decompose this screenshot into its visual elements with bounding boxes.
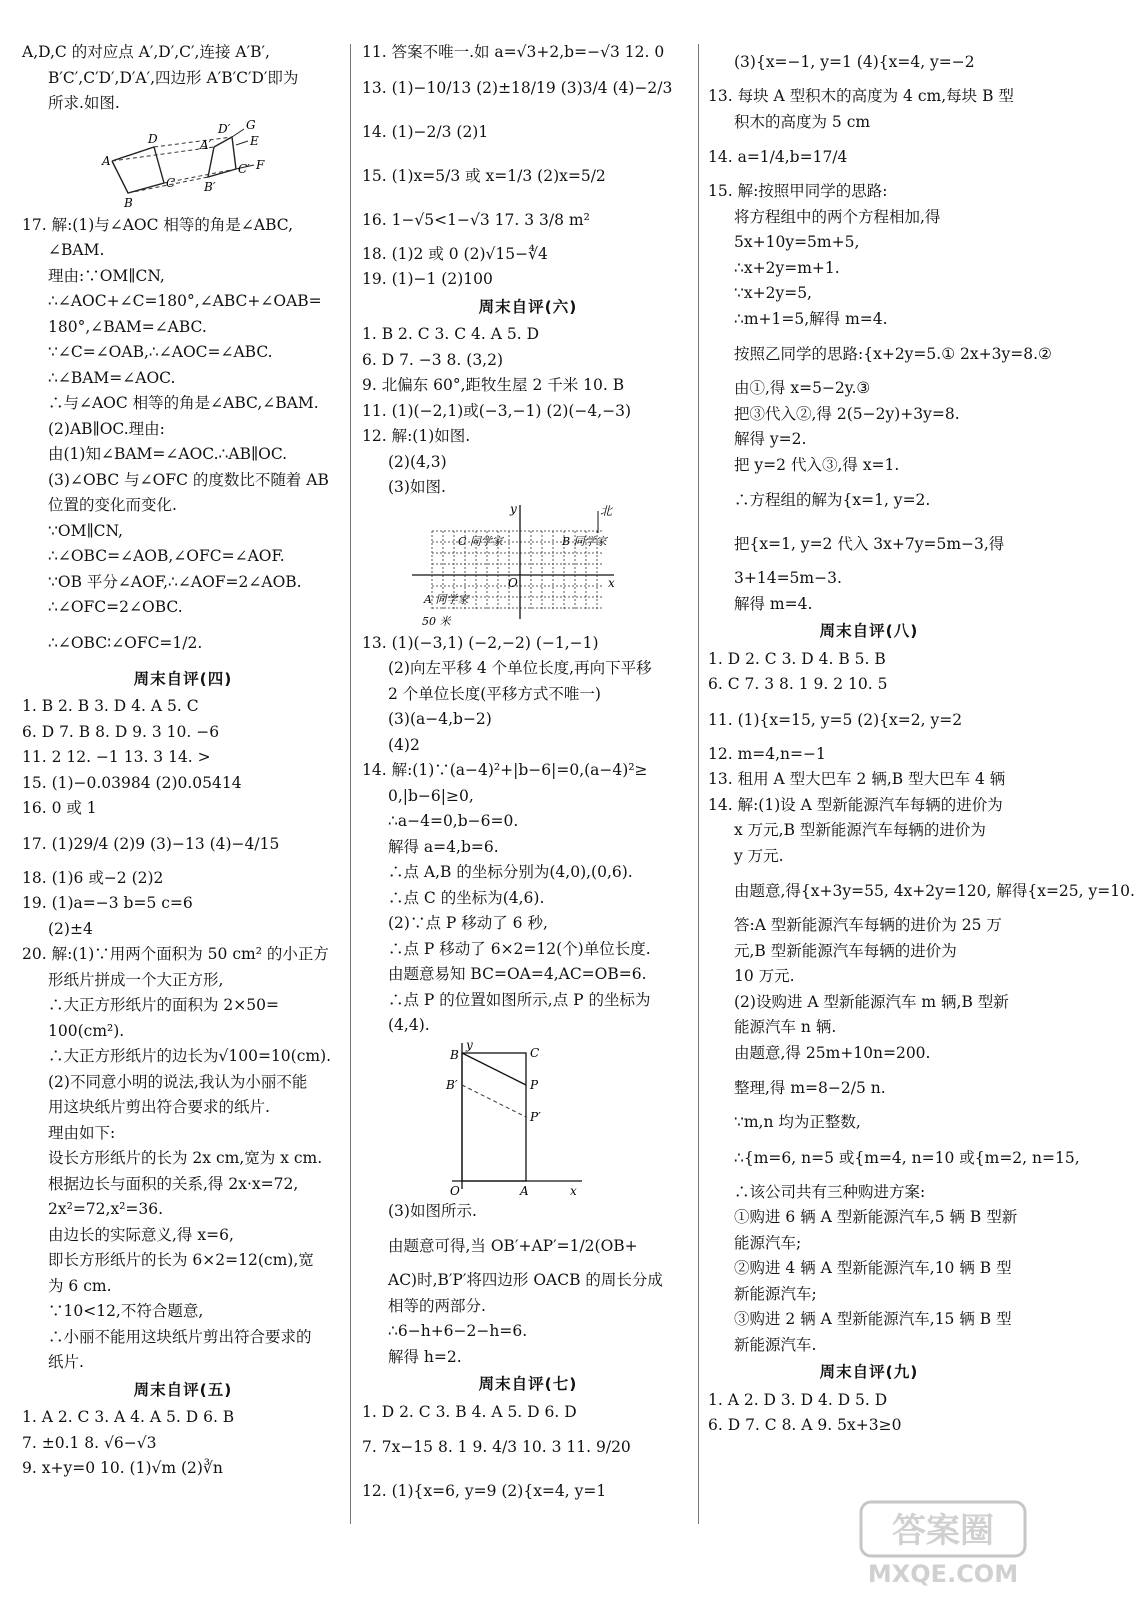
text-line: 12. 解:(1)如图. [362,427,471,445]
text-line: ∠BAM. [48,241,105,259]
text-line: 9. x+y=0 10. (1)√m (2)∛n [22,1459,223,1477]
text-line: 17. (1)29/4 (2)9 (3)−13 (4)−4/15 [22,834,280,853]
text-line: ∵∠C=∠OAB,∴∠AOC=∠ABC. [48,343,273,361]
rectangle-figure [442,1039,694,1199]
text-line: 由题意易知 BC=OA=4,AC=OB=6. [388,965,647,983]
figure-label: P [530,1077,539,1092]
column-right [708,40,1135,1439]
figure-label: O [508,575,518,590]
text-line: 6. D 7. B 8. D 9. 3 10. −6 [22,722,220,741]
figure-label: C 同学家 [458,534,503,548]
text-line: ∴6−h+6−2−h=6. [388,1322,528,1340]
figure-label: A [102,153,111,168]
figure-label: D′ [218,121,231,136]
text-line: ∴与∠AOC 相等的角是∠ABC,∠BAM. [48,394,319,412]
text-line: 把{x=1, y=2 代入 3x+7y=5m−3,得 [734,535,1005,553]
text-line: 7. 7x−15 8. 1 9. 4/3 10. 3 11. 9/20 [362,1438,631,1456]
watermark-logo [859,1498,1029,1590]
coordinate-map-figure [402,501,694,631]
figure-label: E [250,133,259,148]
text-line: 周末自评(五) [133,1380,233,1399]
text-line: 15. (1)−0.03984 (2)0.05414 [22,773,242,792]
figure-label: B′ [204,179,216,194]
text-line: ∴x+2y=m+1. [734,258,840,277]
column-divider [350,44,351,1524]
text-line: ∵10<12,不符合题意, [48,1302,204,1320]
text-line: 将方程组中的两个方程相加,得 [734,207,941,226]
figure-label: B 同学家 [562,534,607,548]
text-line: ∵m,n 均为正整数, [734,1113,861,1131]
figure-label: B [124,195,133,210]
text-line: (2)±4 [48,919,93,938]
text-line: 2x²=72,x²=36. [48,1200,164,1218]
text-line: 19. (1)a=−3 b=5 c=6 [22,894,193,912]
figure-label: A′ [200,137,212,152]
text-line: 1. D 2. C 3. D 4. B 5. B [708,649,886,668]
text-line: ②购进 4 辆 A 型新能源汽车,10 辆 B 型 [734,1259,1012,1277]
text-line: ∴∠BAM=∠AOC. [48,368,176,387]
text-line: 按照乙同学的思路:{x+2y=5.① 2x+3y=8.② [734,345,1052,363]
text-line: ∴∠OBC∶∠OFC=1/2. [48,633,203,652]
text-line: (3){x=−1, y=1 (4){x=4, y=−2 [734,53,975,71]
text-line: 用这块纸片剪出符合要求的纸片. [48,1098,270,1116]
text-line: 13. 每块 A 型积木的高度为 4 cm,每块 B 型 [708,87,1014,105]
text-line: 5x+10y=5m+5, [734,233,860,251]
text-line: 形纸片拼成一个大正方形, [48,970,224,989]
text-line: 15. 解:按照甲同学的思路: [708,182,888,200]
text-line: 纸片. [48,1353,84,1371]
text-line: 由(1)知∠BAM=∠AOC.∴AB∥OC. [48,445,288,463]
text-line: ∴{m=6, n=5 或{m=4, n=10 或{m=2, n=15, [734,1148,1080,1167]
figure-label: F [256,157,265,172]
text-line: 11. (1){x=15, y=5 (2){x=2, y=2 [708,710,963,729]
text-line: 解得 a=4,b=6. [388,837,499,856]
text-line: ∵OM∥CN, [48,521,123,540]
text-line: 180°,∠BAM=∠ABC. [48,317,207,336]
text-line: ∴大正方形纸片的边长为√100=10(cm). [48,1047,332,1065]
text-line: 周末自评(八) [819,622,919,640]
text-line: 14. a=1/4,b=17/4 [708,148,848,166]
text-line: ∴点 C 的坐标为(4,6). [388,888,545,907]
text-line: 由①,得 x=5−2y.③ [734,379,871,397]
text-line: 设长方形纸片的长为 2x cm,宽为 x cm. [48,1149,323,1167]
text-line: 把③代入②,得 2(5−2y)+3y=8. [734,404,960,423]
text-line: ∴点 P 的位置如图所示,点 P 的坐标为 [388,990,651,1009]
figure-label: x [570,1183,577,1198]
text-line: ∴小丽不能用这块纸片剪出符合要求的 [48,1327,312,1346]
text-line: 解得 m=4. [734,594,813,613]
figure-label: B [450,1047,459,1062]
text-line: 6. C 7. 3 8. 1 9. 2 10. 5 [708,675,888,693]
text-line: 13. 租用 A 型大巴车 2 辆,B 型大巴车 4 辆 [708,770,1006,788]
translation-figure [102,117,344,213]
figure-label: G [246,117,256,132]
figure-label: O [450,1183,460,1198]
text-line: 答:A 型新能源汽车每辆的进价为 25 万 [734,916,1002,934]
text-line: 9. 北偏东 60°,距牧生屋 2 千米 10. B [362,376,625,394]
text-line: 17. 解:(1)与∠AOC 相等的角是∠ABC, [22,215,294,234]
figure-label: D [148,131,158,146]
text-line: 13. (1)−10/13 (2)±18/19 (3)3/4 (4)−2/3 [362,78,673,97]
text-line: (3)如图所示. [388,1201,477,1220]
text-line: 13. (1)(−3,1) (−2,−2) (−1,−1) [362,633,599,652]
text-line: 12. m=4,n=−1 [708,744,826,763]
text-line: (2)AB∥OC.理由: [48,419,165,438]
text-line: 相等的两部分. [388,1296,486,1315]
text-line: 1. A 2. C 3. A 4. A 5. D 6. B [22,1408,235,1426]
text-line: 整理,得 m=8−2/5 n. [734,1079,886,1097]
figure-label: C′ [238,161,250,176]
text-line: 根据边长与面积的关系,得 2x·x=72, [48,1174,299,1193]
text-line: ∴m+1=5,解得 m=4. [734,309,888,328]
text-line: 1. D 2. C 3. B 4. A 5. D 6. D [362,1402,577,1421]
text-line: 由边长的实际意义,得 x=6, [48,1225,234,1244]
text-line: 元,B 型新能源汽车每辆的进价为 [734,941,957,960]
text-line: 1. A 2. D 3. D 4. D 5. D [708,1390,888,1409]
text-line: ∴∠OBC=∠AOB,∠OFC=∠AOF. [48,547,285,565]
text-line: ∴a−4=0,b−6=0. [388,812,519,830]
text-line: AC)时,B′P′将四边形 OACB 的周长分成 [388,1271,663,1289]
text-line: 新能源汽车; [734,1284,817,1303]
text-line: 14. (1)−2/3 (2)1 [362,122,489,141]
text-line: A,D,C 的对应点 A′,D′,C′,连接 A′B′, [22,43,270,61]
text-line: 把 y=2 代入③,得 x=1. [734,455,900,474]
text-line: 18. (1)6 或−2 (2)2 [22,868,164,887]
text-line: (4,4). [388,1016,430,1034]
column-divider [698,44,699,1524]
figure-label: x [608,575,615,590]
text-line: 14. 解:(1)∵(a−4)²+|b−6|=0,(a−4)²≥ [362,761,648,779]
text-line: 解得 h=2. [388,1347,462,1366]
figure-label: y [510,501,517,516]
figure-label: A [520,1183,529,1198]
text-line: (2)不同意小明的说法,我认为小丽不能 [48,1072,308,1091]
text-line: 2 个单位长度(平移方式不唯一) [388,684,601,703]
text-line: 7. ±0.1 8. √6−√3 [22,1433,157,1452]
figure-label: 北 [600,503,613,518]
column-left [22,40,344,1482]
figure-label: B′ [446,1077,458,1092]
text-line: 由题意,得{x+3y=55, 4x+2y=120, 解得{x=25, y=10. [734,882,1135,900]
text-line: 能源汽车; [734,1233,802,1252]
text-line: 14. 解:(1)设 A 型新能源汽车每辆的进价为 [708,795,1003,814]
text-line: 0,|b−6|≥0, [388,786,474,805]
figure-label: C [530,1045,540,1060]
text-line: ③购进 2 辆 A 型新能源汽车,15 辆 B 型 [734,1310,1012,1328]
text-line: 16. 0 或 1 [22,799,97,817]
text-line: (3)(a−4,b−2) [388,710,492,728]
text-line: 即长方形纸片的长为 6×2=12(cm),宽 [48,1251,314,1269]
text-line: B′C′,C′D′,D′A′,四边形 A′B′C′D′即为 [48,68,299,87]
text-line: 16. 1−√5<1−√3 17. 3 3/8 m² [362,210,590,229]
text-line: 20. 解:(1)∵用两个面积为 50 cm² 的小正方 [22,945,329,963]
text-line: (2)(4,3) [388,452,447,471]
text-line: ∴点 P 移动了 6×2=12(个)单位长度. [388,939,651,958]
watermark-url: MXQE.COM [867,1560,1019,1588]
text-line: 18. (1)2 或 0 (2)√15−∜4 [362,244,548,263]
text-line: ∴该公司共有三种购进方案: [734,1182,926,1201]
text-line: 所求.如图. [48,94,120,112]
text-line: ∴大正方形纸片的面积为 2×50= [48,996,279,1014]
text-line: 解得 y=2. [734,430,807,448]
text-line: ∴点 A,B 的坐标分别为(4,0),(0,6). [388,863,633,881]
figure-label: A 同学家 [424,592,469,606]
text-line: 能源汽车 n 辆. [734,1018,837,1036]
text-line: 由题意可得,当 OB′+AP′=1/2(OB+ [388,1237,638,1255]
text-line: 15. (1)x=5/3 或 x=1/3 (2)x=5/2 [362,166,606,185]
figure-label: P′ [530,1109,541,1124]
text-line: 位置的变化而变化. [48,496,177,514]
text-line: ∵x+2y=5, [734,284,812,302]
figure-label: y [466,1037,473,1052]
text-line: 19. (1)−1 (2)100 [362,270,493,288]
text-line: 为 6 cm. [48,1276,112,1295]
text-line: 10 万元. [734,967,795,985]
text-line: (2)设购进 A 型新能源汽车 m 辆,B 型新 [734,992,1009,1011]
text-line: 1. B 2. B 3. D 4. A 5. C [22,697,199,715]
text-line: 周末自评(四) [133,669,233,688]
text-line: ∴∠AOC+∠C=180°,∠ABC+∠OAB= [48,292,322,310]
text-line: (2)向左平移 4 个单位长度,再向下平移 [388,659,652,677]
text-line: 新能源汽车. [734,1335,817,1354]
text-line: 3+14=5m−3. [734,569,842,587]
text-line: 周末自评(六) [478,297,578,316]
text-line: 100(cm²). [48,1021,125,1040]
figure-label: C [166,175,176,190]
watermark-text: 答案圈 [892,1511,994,1551]
text-line: 周末自评(七) [478,1375,578,1393]
text-line: 理由:∵OM∥CN, [48,266,165,285]
text-line: 周末自评(九) [819,1363,919,1381]
text-line: 11. (1)(−2,1)或(−3,−1) (2)(−4,−3) [362,401,632,420]
text-line: 6. D 7. −3 8. (3,2) [362,350,504,369]
text-line: 1. B 2. C 3. C 4. A 5. D [362,325,540,343]
text-line: 11. 2 12. −1 13. 3 14. > [22,748,211,766]
text-line: x 万元,B 型新能源汽车每辆的进价为 [734,821,986,839]
text-line: ∴方程组的解为{x=1, y=2. [734,491,931,509]
text-line: 6. D 7. C 8. A 9. 5x+3≥0 [708,1416,902,1434]
text-line: 由题意,得 25m+10n=200. [734,1043,931,1062]
text-line: ∴∠OFC=2∠OBC. [48,598,183,616]
text-line: 11. 答案不唯一.如 a=√3+2,b=−√3 12. 0 [362,43,665,61]
text-line: (3)∠OBC 与∠OFC 的度数比不随着 AB [48,470,329,489]
text-line: 12. (1){x=6, y=9 (2){x=4, y=1 [362,1482,607,1500]
text-line: (2)∵点 P 移动了 6 秒, [388,914,548,932]
text-line: 理由如下: [48,1123,116,1142]
text-line: (3)如图. [388,478,446,496]
figure-label: 50 米 [422,614,451,628]
column-middle [362,40,694,1513]
text-line: y 万元. [734,846,784,865]
text-line: ①购进 6 辆 A 型新能源汽车,5 辆 B 型新 [734,1208,1018,1226]
text-line: ∵OB 平分∠AOF,∴∠AOF=2∠AOB. [48,572,302,591]
text-line: 积木的高度为 5 cm [734,112,871,131]
text-line: (4)2 [388,735,420,754]
